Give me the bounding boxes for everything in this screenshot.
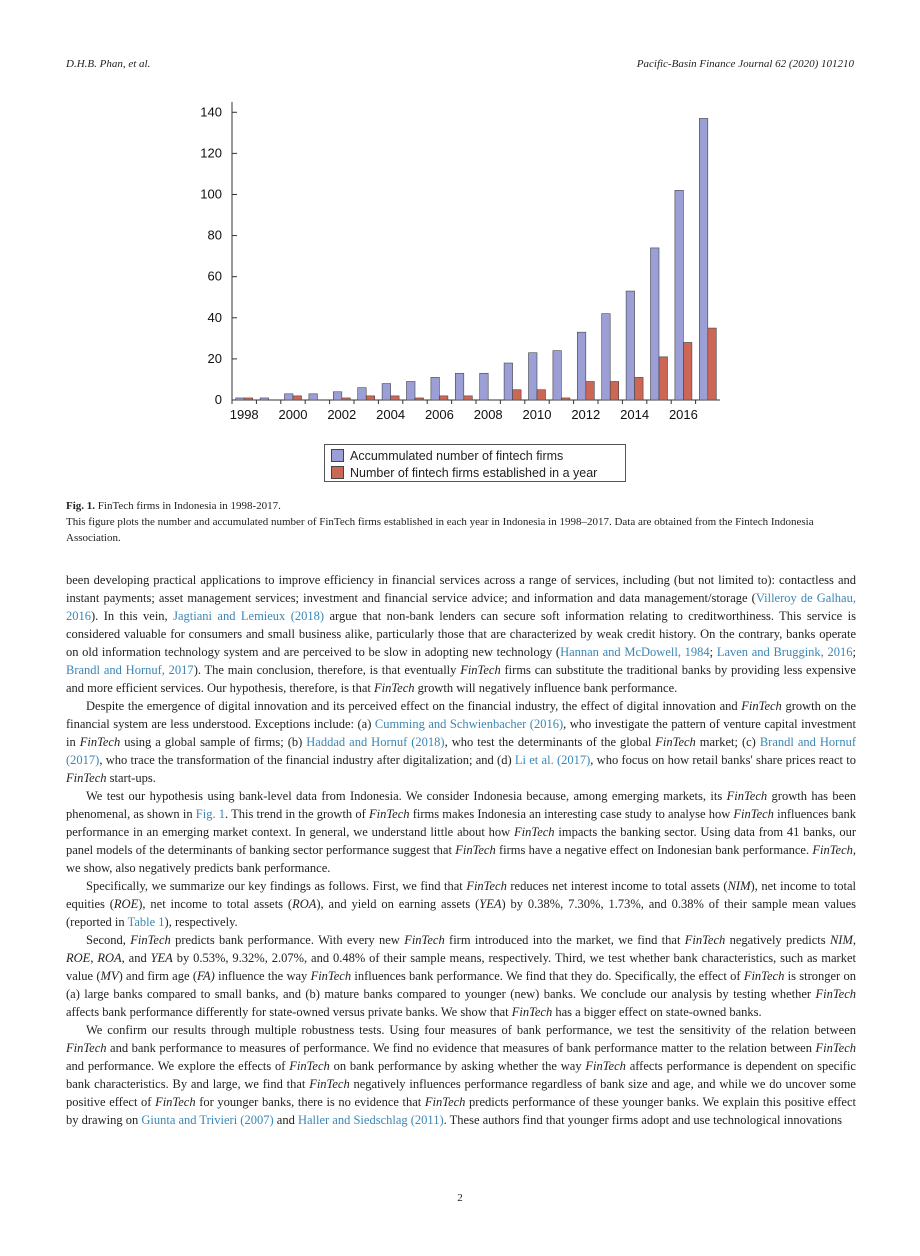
bar-accumulated [407, 382, 416, 400]
text-run: . This trend in the growth of [225, 807, 369, 821]
legend-item-accumulated [331, 447, 625, 464]
text-run: Despite the emergence of digital innovation and its perceived effect on the financial industry, the effect of digital innovation and [86, 699, 742, 713]
legend-label-accumulated: Accummulated number of fintech firms [350, 448, 564, 463]
text-run: growth on the financial system are less understood. Exceptions include: (a) [66, 699, 856, 731]
citation-link[interactable]: Jagtiani and Lemieux (2018) [173, 609, 325, 623]
y-tick-label: 20 [207, 350, 222, 366]
bar-established [439, 396, 448, 400]
text-run: ; [709, 645, 717, 659]
text-run: impacts the banking sector. Using data from 41 banks, our panel models of the determinants of banking sector performance suggest that [66, 825, 856, 857]
figure-label: Fig. 1. [66, 500, 96, 512]
figure-caption [66, 498, 856, 546]
bar-established [464, 396, 473, 400]
text-run: is stronger on (a) large banks compared to small banks, and (b) mature banks compared to younger (new) banks. We conclude our analysis by testing whether [66, 969, 856, 1001]
bar-established [293, 396, 302, 400]
paragraph [66, 931, 856, 1021]
text-run: influence the way [214, 969, 311, 983]
bar-accumulated [309, 394, 318, 400]
citation-link[interactable]: Brandl and Hornuf (2017) [66, 735, 856, 767]
italic-term: NIM [727, 879, 751, 893]
text-run: , we show, also negatively predicts bank performance. [66, 843, 856, 875]
bar-established [586, 382, 595, 400]
paragraph [66, 787, 856, 877]
y-tick-label: 60 [207, 268, 222, 284]
bar-established [513, 390, 522, 400]
bar-accumulated [602, 314, 611, 400]
italic-term: FinTech [460, 663, 501, 677]
bar-accumulated [504, 363, 512, 400]
citation-link[interactable]: Li et al. (2017) [514, 753, 591, 767]
x-tick-label: 2012 [571, 407, 601, 420]
bar-established [391, 396, 400, 400]
text-run: firm introduced into the market, we find that [444, 933, 685, 947]
text-run: We test our hypothesis using bank-level data from Indonesia. We consider Indonesia because, among emerging markets, its [86, 789, 727, 803]
italic-term: FinTech [309, 1077, 350, 1091]
italic-term: ROE [66, 951, 91, 965]
text-run: firms have a negative effect on Indonesian bank performance. [495, 843, 813, 857]
text-run: and bank performance to measures of performance. We find no evidence that measures of bank performance matter to the relation between [106, 1041, 816, 1055]
bar-accumulated [529, 353, 538, 400]
text-run: negatively predicts [725, 933, 830, 947]
citation-link[interactable]: Cumming and Schwienbacher (2016) [374, 717, 564, 731]
bar-established [537, 390, 546, 400]
legend-swatch-accumulated [331, 449, 344, 462]
citation-link[interactable]: Giunta and Trivieri (2007) [141, 1113, 274, 1127]
text-run: , who focus on how retail banks' share prices react to [590, 753, 857, 767]
italic-term: FinTech [585, 1059, 626, 1073]
text-run: , [90, 951, 98, 965]
y-tick-label: 120 [200, 145, 222, 161]
text-run: start-ups. [106, 771, 156, 785]
text-run: Second, [86, 933, 131, 947]
text-run: ), net income to total equities ( [66, 879, 856, 911]
italic-term: FinTech [514, 825, 555, 839]
text-run: ) by 0.38%, 7.30%, 1.73%, and 0.38% of their sample mean values (reported in [66, 897, 857, 929]
figure-description: This figure plots the number and accumulated number of FinTech firms established in each year in Indonesia in 1998–2017. Data are obtained from the Fintech Indonesia Association. [66, 516, 814, 544]
citation-link[interactable]: Villeroy de Galhau, 2016 [66, 591, 856, 623]
bar-established [342, 398, 351, 400]
paragraph [66, 1021, 856, 1129]
text-run: by 0.53%, 9.32%, 2.07%, and 0.48% of their sample means, respectively. Third, we test whether bank characteristics, such as market value ( [66, 951, 856, 983]
bar-accumulated [455, 373, 464, 400]
x-tick-label: 2010 [522, 407, 552, 420]
citation-link[interactable]: Haddad and Hornuf (2018) [306, 735, 445, 749]
italic-term: FinTech [733, 807, 774, 821]
bar-accumulated [553, 351, 562, 400]
text-run: affects bank performance differently for state-owned versus private banks. We show that [66, 1005, 512, 1019]
citation-link[interactable]: Laven and Bruggink, 2016 [716, 645, 853, 659]
italic-term: FinTech [79, 735, 121, 749]
text-run: and [273, 1113, 298, 1127]
italic-term: FinTech [368, 807, 410, 821]
bar-accumulated [480, 373, 489, 400]
table-link[interactable]: Table 1 [127, 915, 165, 929]
italic-term: FinTech [155, 1095, 196, 1109]
x-tick-label: 2002 [327, 407, 357, 420]
figure-link[interactable]: Fig. 1 [195, 807, 226, 821]
text-run: and performance. We explore the effects of [66, 1059, 290, 1073]
italic-term: FinTech [684, 933, 726, 947]
text-run: ), net income to total assets ( [138, 897, 293, 911]
italic-term: FinTech [655, 735, 696, 749]
chart-legend [324, 444, 626, 482]
x-tick-label: 2008 [473, 407, 503, 420]
header-journal: Pacific-Basin Finance Journal 62 (2020) 101210 [636, 58, 854, 70]
x-tick-label: 1998 [229, 407, 259, 420]
bar-accumulated [260, 398, 269, 400]
bar-established [610, 382, 619, 400]
bar-established [708, 328, 717, 400]
paragraph [66, 697, 856, 787]
page-number: 2 [457, 1192, 463, 1204]
bar-accumulated [651, 248, 660, 400]
bar-established [415, 398, 424, 400]
text-run: ) and firm age ( [118, 969, 197, 983]
bar-accumulated [382, 384, 391, 400]
text-run: firms can substitute the traditional banks by providing less expensive and more efficient services. Our hypothesis, therefore, is that [66, 663, 856, 695]
italic-term: FinTech [812, 843, 853, 857]
bar-accumulated [285, 394, 294, 400]
bar-established [244, 398, 253, 400]
y-tick-label: 40 [207, 309, 222, 325]
citation-link[interactable]: Hannan and McDowell, 1984 [560, 645, 710, 659]
text-run: , [852, 933, 856, 947]
text-run: ). The main conclusion, therefore, is that eventually [193, 663, 461, 677]
text-run: been developing practical applications to improve efficiency in financial services across a range of services, including (but not limited to): contactless and instant payments; asset management services; investment and financial service advice; and information and data management/storage ( [66, 573, 856, 605]
bar-established [635, 377, 644, 400]
bar-established [561, 398, 570, 400]
italic-term: FinTech [130, 933, 171, 947]
bar-established [659, 357, 668, 400]
italic-term: MV [100, 969, 119, 983]
text-run: has a bigger effect on state-owned banks. [552, 1005, 762, 1019]
text-run: market; (c) [695, 735, 760, 749]
paragraph [66, 877, 856, 931]
bar-accumulated [626, 291, 635, 400]
fintech-bar-chart [190, 90, 730, 420]
italic-term: FinTech [466, 879, 507, 893]
text-run: using a global sample of firms; (b) [120, 735, 307, 749]
bar-accumulated [358, 388, 367, 400]
italic-term: FinTech [511, 1005, 553, 1019]
text-run: ; [852, 645, 856, 659]
text-run: ), respectively. [164, 915, 238, 929]
text-run: predicts bank performance. With every new [170, 933, 405, 947]
text-run: predicts performance of these younger banks. We explain this positive effect by drawing on [66, 1095, 856, 1127]
bar-accumulated [431, 377, 440, 400]
text-run: argue that non-bank lenders can secure soft information relating to creditworthiness. This service is considered valuable for consumers and small business alike, particularly those that are characterized by weak credit history. On the contrary, banks operate on old information technology system and are perceived to be slow in adopting new technology ( [66, 609, 856, 659]
italic-term: ROE [113, 897, 139, 911]
italic-term: FinTech [66, 771, 107, 785]
text-run: influences bank performance. We find that they do. Specifically, the effect of [351, 969, 744, 983]
italic-term: FinTech [310, 969, 352, 983]
text-run: firms makes Indonesia an interesting case study to analyse how [409, 807, 734, 821]
italic-term: YEA [479, 897, 502, 911]
italic-term: FinTech [424, 1095, 466, 1109]
italic-term: NIM [829, 933, 853, 947]
italic-term: FinTech [404, 933, 445, 947]
x-tick-label: 2014 [620, 407, 650, 420]
bar-accumulated [333, 392, 342, 400]
italic-term: FinTech [455, 843, 496, 857]
figure-title: FinTech firms in Indonesia in 1998-2017. [97, 500, 281, 512]
italic-term: FinTech [726, 789, 768, 803]
text-run: growth will negatively influence bank performance. [414, 681, 678, 695]
text-run: Specifically, we summarize our key findings as follows. First, we find that [86, 879, 467, 893]
text-run: on bank performance by asking whether the way [329, 1059, 586, 1073]
text-run: ). In this vein, [91, 609, 174, 623]
x-tick-label: 2006 [424, 407, 454, 420]
citation-link[interactable]: Haller and Siedschlag (2011) [297, 1113, 444, 1127]
italic-term: FinTech [66, 1041, 107, 1055]
text-run: affects performance is dependent on specific bank characteristics. By and large, we find that [66, 1059, 856, 1091]
x-tick-label: 2004 [376, 407, 406, 420]
legend-item-established [331, 464, 625, 481]
header-authors: D.H.B. Phan, et al. [66, 58, 151, 70]
y-tick-label: 0 [214, 392, 222, 407]
italic-term: FinTech [815, 987, 856, 1001]
paragraph [66, 571, 856, 697]
body-text [66, 571, 856, 1129]
legend-swatch-established [331, 466, 344, 479]
italic-term: FinTech [289, 1059, 330, 1073]
legend-label-established: Number of fintech firms established in a year [350, 465, 598, 480]
italic-term: ROA [97, 951, 122, 965]
bar-accumulated [236, 398, 245, 400]
bar-established [366, 396, 375, 400]
text-run: We confirm our results through multiple robustness tests. Using four measures of bank performance, we test the sensitivity of the relation between [86, 1023, 856, 1037]
bar-accumulated [699, 118, 708, 400]
bar-accumulated [577, 332, 586, 400]
text-run: negatively influences performance regardless of bank size and age, and while we do uncover some positive effect of [66, 1077, 856, 1109]
text-run: . These authors find that younger firms adopt and use technological innovations [443, 1113, 842, 1127]
text-run: reduces net interest income to total assets ( [506, 879, 728, 893]
italic-term: FinTech [743, 969, 785, 983]
text-run: , and [121, 951, 151, 965]
italic-term: FinTech [741, 699, 782, 713]
text-run: , who trace the transformation of the financial industry after digitalization; and (d) [99, 753, 515, 767]
text-run: influences bank performance in an emerging market context. In general, we understand little about how [66, 807, 856, 839]
text-run: ), and yield on earning assets ( [316, 897, 480, 911]
bar-established [683, 342, 692, 400]
italic-term: ROA [292, 897, 317, 911]
italic-term: FA) [196, 969, 215, 983]
citation-link[interactable]: Brandl and Hornuf, 2017 [66, 663, 194, 677]
y-tick-label: 80 [207, 227, 222, 243]
text-run: growth has been phenomenal, as shown in [66, 789, 857, 821]
text-run: , who investigate the pattern of venture capital investment in [66, 717, 857, 749]
x-tick-label: 2016 [668, 407, 698, 420]
x-tick-label: 2000 [278, 407, 308, 420]
y-tick-label: 140 [200, 104, 222, 120]
bar-accumulated [675, 190, 684, 400]
y-tick-label: 100 [200, 186, 222, 202]
italic-term: YEA [150, 951, 173, 965]
text-run: for younger banks, there is no evidence that [195, 1095, 425, 1109]
italic-term: FinTech [374, 681, 415, 695]
italic-term: FinTech [815, 1041, 856, 1055]
text-run: , who test the determinants of the global [444, 735, 656, 749]
